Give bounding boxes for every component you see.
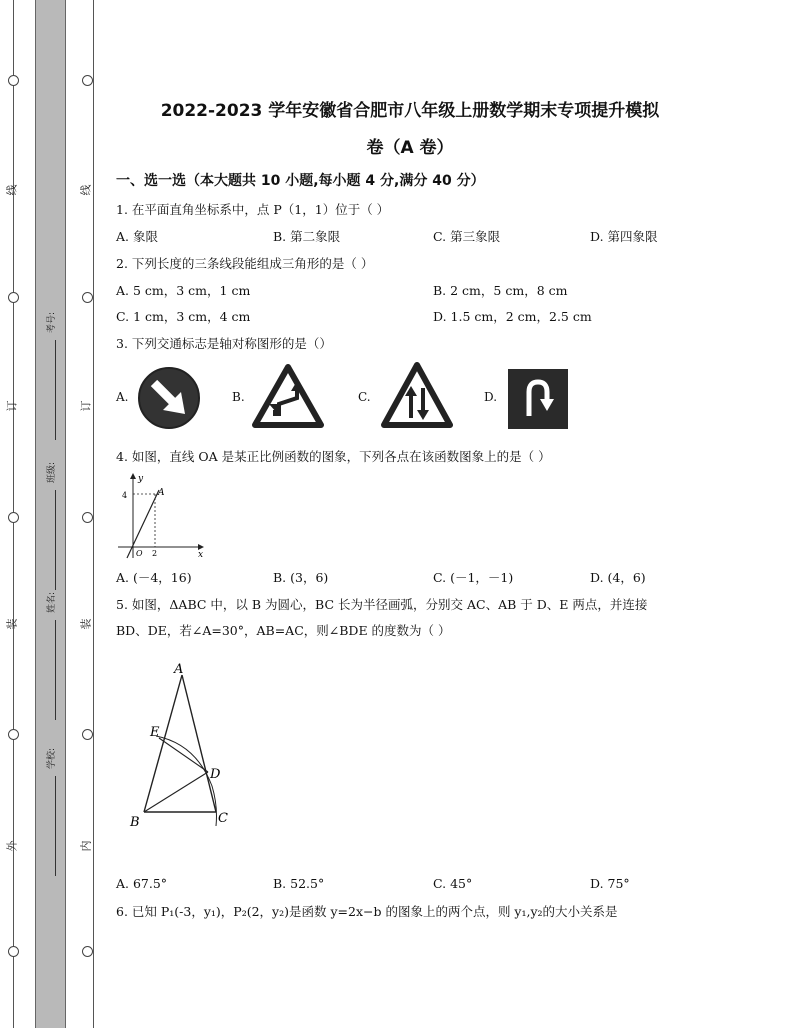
section-heading: 一、选一选（本大题共 10 小题,每小题 4 分,满分 40 分） (116, 173, 485, 189)
q5-option-d: D. 75° (590, 876, 630, 891)
binding-hole (82, 292, 93, 303)
field-exam-number-label: 考号: (47, 311, 58, 334)
binding-hole (82, 946, 93, 957)
q3-label-a: A. (116, 390, 129, 404)
question-5-text-line2: BD、DE，若∠A=30°，AB=AC，则∠BDE 的度数为（ ） (116, 623, 451, 638)
binding-hole (8, 75, 19, 86)
question-6-text: 6. 已知 P₁(-3，y₁)，P₂(2，y₂)是函数 y=2x−b 的图象上的两个点，则 y₁,y₂的大小关系是 (116, 904, 618, 919)
question-5-text-line1: 5. 如图，ΔABC 中，以 B 为圆心，BC 长为半径画弧，分别交 AC、AB 于 D、E 两点，并连接 (116, 597, 648, 612)
q5-option-c: C. 45° (433, 876, 473, 891)
q5-option-a: A. 67.5° (116, 876, 168, 891)
q5-option-b: B. 52.5° (273, 876, 325, 891)
q5-vertex-a: A (174, 662, 184, 677)
q4-origin-label: O (136, 549, 143, 558)
q4-y-tick: 4 (122, 491, 128, 500)
q4-x-tick: 2 (152, 549, 158, 558)
q1-option-d: D. 第四象限 (590, 229, 658, 244)
binding-hole (82, 75, 93, 86)
q4-point-label: A (158, 488, 165, 498)
inner-side-char: 订 (79, 400, 93, 412)
q2-option-b: B. 2 cm，5 cm，8 cm (433, 283, 568, 298)
q4-y-label: y (138, 474, 144, 484)
q1-option-a: A. 象限 (116, 229, 158, 244)
sign-d-u-turn-icon (507, 368, 569, 430)
binding-hole (82, 729, 93, 740)
q5-point-e: E (150, 725, 160, 740)
binding-hole (8, 946, 19, 957)
q4-option-a: A. (－4，16) (116, 570, 192, 585)
q2-option-c: C. 1 cm，3 cm，4 cm (116, 309, 251, 324)
q4-option-d: D. (4，6) (590, 570, 646, 585)
inner-side-char: 装 (79, 618, 93, 630)
field-class-label: 班级: (47, 461, 58, 484)
page-title-line1: 2022-2023 学年安徽省合肥市八年级上册数学期末专项提升模拟 (160, 101, 660, 121)
binding-hole (8, 512, 19, 523)
sign-c-triangle-two-way-icon (381, 362, 453, 428)
question-2-text: 2. 下列长度的三条线段能组成三角形的是（ ） (116, 256, 374, 271)
field-school-label: 学校: (47, 747, 58, 770)
binding-hole (82, 512, 93, 523)
q4-option-b: B. (3，6) (273, 570, 329, 585)
q1-option-b: B. 第二象限 (273, 229, 341, 244)
q5-point-d: D (210, 767, 221, 782)
q4-coordinate-graph (114, 470, 206, 560)
question-3-text: 3. 下列交通标志是轴对称图形的是（） (116, 336, 332, 351)
sign-a-round-arrow-icon (137, 366, 201, 430)
q5-vertex-c: C (218, 811, 228, 826)
field-school-line (55, 776, 56, 876)
outer-side-char: 装 (5, 618, 19, 630)
q3-label-d: D. (484, 390, 498, 404)
q2-option-d: D. 1.5 cm，2 cm，2.5 cm (433, 309, 592, 324)
field-exam-number-line (55, 340, 56, 440)
binding-gray-band (35, 0, 66, 1028)
question-1-text: 1. 在平面直角坐标系中，点 P（1，1）位于（ ） (116, 202, 390, 217)
q3-label-b: B. (232, 390, 245, 404)
outer-side-char: 线 (5, 184, 19, 196)
binding-hole (8, 729, 19, 740)
q4-option-c: C. (－1，－1) (433, 570, 514, 585)
sign-b-triangle-arrows-icon (252, 364, 324, 428)
binding-hole (8, 292, 19, 303)
inner-side-char: 内 (79, 840, 93, 852)
inner-side-char: 线 (79, 184, 93, 196)
q2-option-a: A. 5 cm，3 cm，1 cm (116, 283, 251, 298)
page-title-line2: 卷（A 卷） (366, 138, 454, 158)
field-name-label: 姓名: (47, 591, 58, 614)
q5-triangle-figure (126, 656, 238, 834)
outer-side-char: 外 (5, 840, 19, 852)
q3-label-c: C. (358, 390, 371, 404)
q5-vertex-b: B (130, 815, 140, 830)
outer-side-char: 订 (5, 400, 19, 412)
field-name-line (55, 620, 56, 720)
binding-inner-line (93, 0, 94, 1028)
question-4-text: 4. 如图，直线 OA 是某正比例函数的图象，下列各点在该函数图象上的是（ ） (116, 449, 551, 464)
q4-x-label: x (198, 550, 204, 560)
q1-option-c: C. 第三象限 (433, 229, 501, 244)
field-class-line (55, 490, 56, 590)
